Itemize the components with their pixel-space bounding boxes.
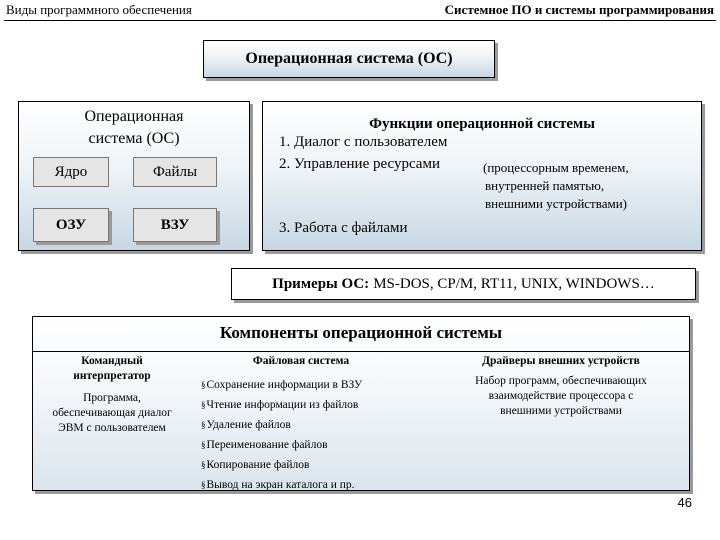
- device-drivers-heading: Драйверы внешних устройств: [482, 355, 640, 367]
- list-item: § Копирование файлов: [201, 455, 362, 475]
- device-drivers-column: [443, 354, 679, 419]
- os-components-title: Компоненты операционной системы: [219, 323, 503, 342]
- header-divider: [4, 20, 716, 21]
- file-system-heading: Файловая система: [252, 355, 350, 367]
- page-number: 46: [677, 495, 692, 510]
- core-label: Ядро: [54, 163, 88, 180]
- resources-note-line1: (процессорным временем,: [483, 160, 629, 175]
- header-topic-title: Системное ПО и системы программирования: [444, 2, 714, 17]
- storage-label: ВЗУ: [160, 216, 190, 233]
- list-item: § Вывод на экран каталога и пр.: [201, 475, 362, 495]
- core-box: [33, 157, 109, 187]
- command-interpreter-heading-1: Командный: [81, 355, 143, 367]
- files-box: [133, 157, 217, 187]
- command-interpreter-column: [39, 354, 185, 436]
- os-components-box: [32, 316, 690, 491]
- os-functions-box: [262, 101, 702, 251]
- list-item: § Удаление файлов: [201, 415, 362, 435]
- file-system-list: [201, 375, 362, 495]
- os-functions-title: Функции операционной системы: [369, 116, 595, 132]
- files-label: Файлы: [152, 163, 198, 180]
- command-interpreter-heading-2: интерпретатор: [73, 370, 151, 382]
- ram-label: ОЗУ: [55, 216, 87, 233]
- resources-note-line3: внешними устройствами): [485, 196, 627, 211]
- os-examples-label: Примеры ОС:: [272, 275, 370, 292]
- command-interpreter-text-3: ЭВМ с пользователем: [58, 422, 166, 434]
- device-drivers-text-2: взаимодействие процессора с: [488, 390, 634, 402]
- list-item: § Сохранение информации в ВЗУ: [201, 375, 362, 395]
- function-item-files: 3. Работа с файлами: [279, 220, 408, 236]
- list-item: § Чтение информации из файлов: [201, 395, 362, 415]
- list-item: § Переименование файлов: [201, 435, 362, 455]
- command-interpreter-text-2: обеспечивающая диалог: [52, 407, 172, 419]
- ram-box: [33, 208, 109, 242]
- device-drivers-text-3: внешними устройствами: [500, 405, 622, 417]
- header-section-title: Виды программного обеспечения: [6, 2, 192, 17]
- os-structure-title-line2: система (ОС): [88, 130, 180, 147]
- function-item-dialog: 1. Диалог с пользователем: [279, 134, 448, 150]
- command-interpreter-text-1: Программа,: [83, 392, 141, 404]
- os-title-text: Операционная система (ОС): [245, 50, 453, 67]
- os-components-divider: [33, 351, 689, 352]
- os-structure-title: [19, 106, 249, 150]
- device-drivers-text-1: Набор программ, обеспечивающих: [475, 375, 647, 387]
- os-title-box: [203, 40, 495, 78]
- os-examples-text: MS-DOS, CP/M, RT11, UNIX, WINDOWS…: [373, 275, 655, 292]
- resources-note-line2: внутренней памятью,: [485, 178, 605, 193]
- function-item-resources-note: [483, 159, 629, 213]
- storage-box: [133, 208, 217, 242]
- os-structure-title-line1: Операционная: [84, 108, 184, 125]
- function-item-resources: 2. Управление ресурсами: [279, 156, 440, 172]
- os-examples-box: [231, 268, 696, 300]
